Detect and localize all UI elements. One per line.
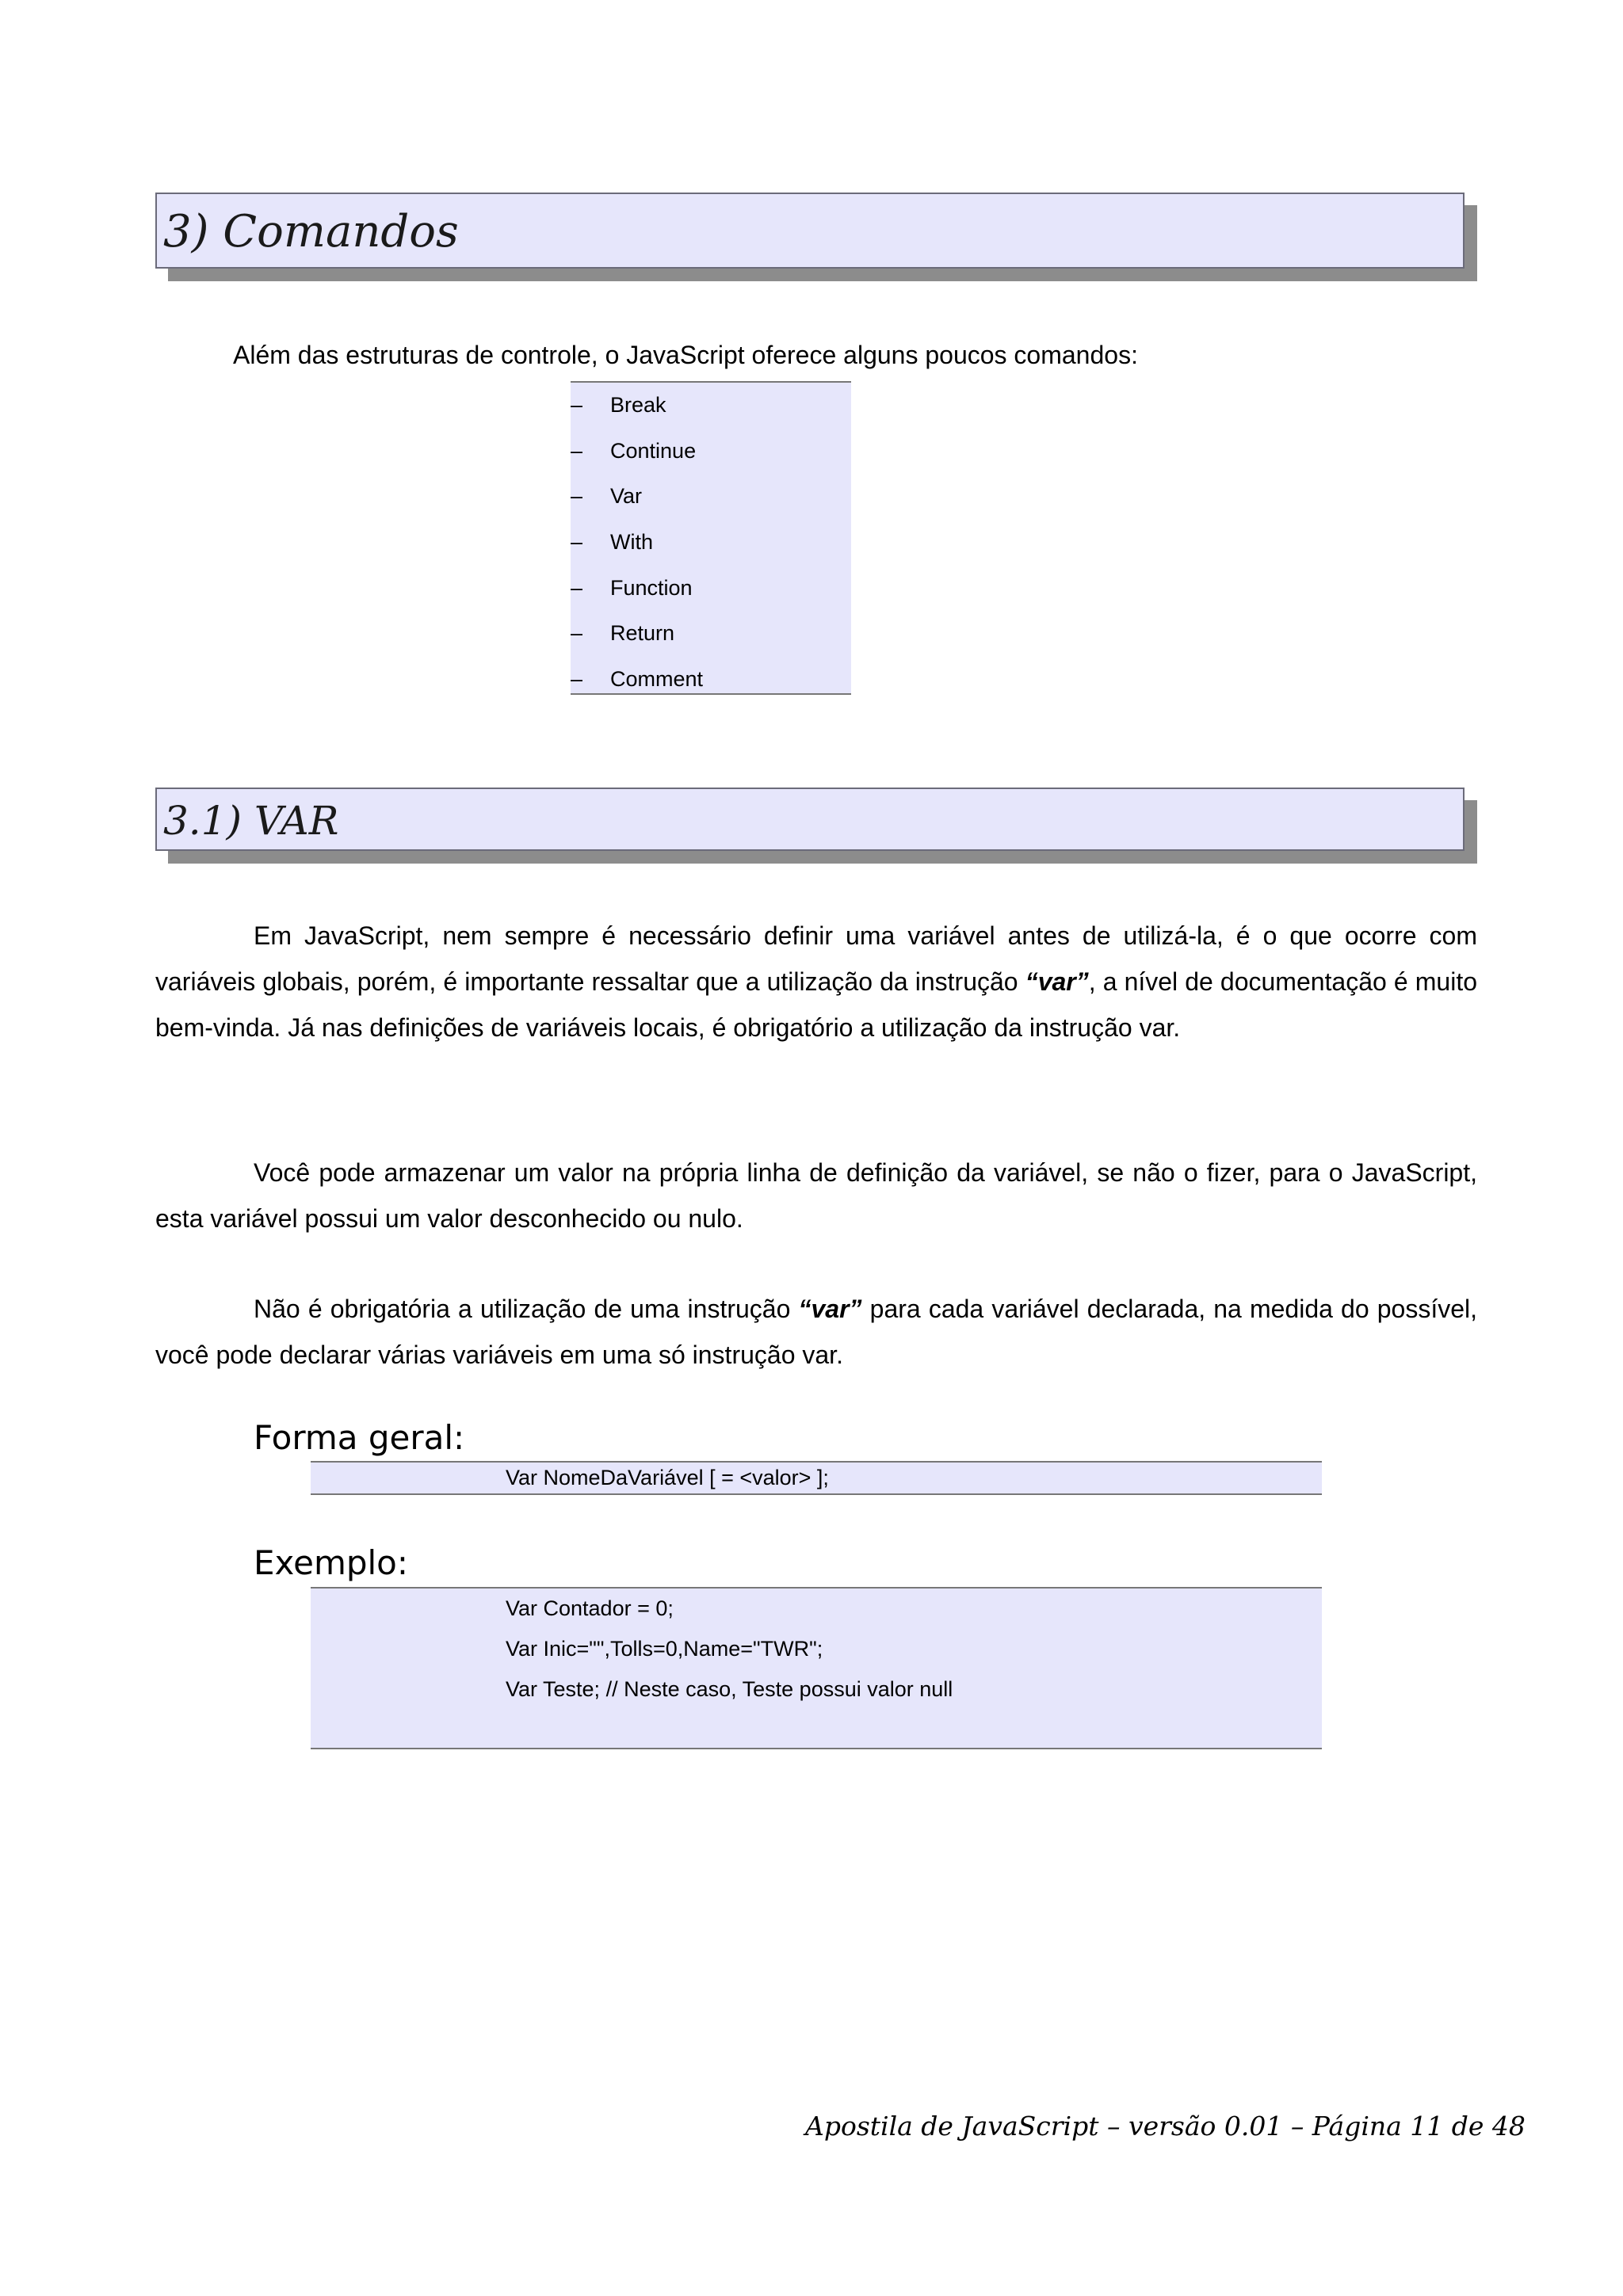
- list-item: [571, 657, 851, 703]
- exemplo-label: Exemplo:: [254, 1543, 409, 1582]
- list-item: [571, 520, 851, 566]
- dash-bullet: –: [571, 621, 583, 646]
- emphasis-var: “var”: [1025, 967, 1089, 996]
- command-label: Function: [610, 575, 693, 600]
- command-label: Break: [610, 393, 666, 418]
- code-line: Var Teste; // Neste caso, Teste possui valor null: [506, 1677, 953, 1701]
- emphasis-var: “var”: [798, 1295, 862, 1323]
- forma-geral-label: Forma geral:: [254, 1418, 465, 1457]
- command-label: With: [610, 530, 653, 555]
- paragraph-text: Não é obrigatória a utilização de uma instrução: [254, 1295, 799, 1323]
- paragraph-var-multiple: [155, 1286, 1477, 1378]
- dash-bullet: –: [571, 666, 583, 691]
- syntax-code-box: [311, 1461, 1322, 1495]
- dash-bullet: –: [571, 484, 583, 509]
- command-label: Return: [610, 621, 675, 646]
- paragraph-text: Em JavaScript, nem sempre é necessário definir uma variável antes de utilizá-la, é o que ocorre com variáveis globais, porém, é importante ressaltar que a utilização da instrução: [155, 921, 1477, 996]
- example-code-box: [311, 1587, 1322, 1749]
- page-footer: Apostila de JavaScript – versão 0.01 – Página 11 de 48: [805, 2111, 1526, 2142]
- paragraph-text: , a nível de documentação é muito bem-vinda. Já nas definições de variáveis locais, é obrigatório a utilização da instrução var.: [155, 967, 1478, 1042]
- list-item: [571, 474, 851, 520]
- paragraph-var-intro: [155, 913, 1477, 1051]
- code-line: Var Contador = 0;: [506, 1596, 674, 1620]
- intro-text: Além das estruturas de controle, o JavaScript oferece alguns poucos comandos:: [233, 341, 1138, 369]
- code-line: Var Inic="",Tolls=0,Name="TWR";: [506, 1637, 823, 1661]
- paragraph-var-value: Você pode armazenar um valor na própria linha de definição da variável, se não o fizer, para o JavaScript, esta variável possui um valor desconhecido ou nulo.: [155, 1158, 1477, 1233]
- section-heading-comandos: 3) Comandos: [155, 193, 1465, 269]
- dash-bullet: –: [571, 575, 583, 600]
- code-line: Var NomeDaVariável [ = <valor> ];: [506, 1466, 829, 1489]
- section-heading-var: 3.1) VAR: [155, 788, 1465, 851]
- commands-list: [571, 381, 851, 695]
- list-item: [571, 383, 851, 429]
- dash-bullet: –: [571, 438, 583, 463]
- list-item: [571, 429, 851, 475]
- command-label: Continue: [610, 438, 697, 463]
- command-label: Comment: [610, 666, 704, 691]
- paragraph-text: para cada variável declarada, na medida do possível, você pode declarar várias variáveis em uma só instrução var.: [155, 1295, 1478, 1369]
- list-item: [571, 565, 851, 611]
- command-label: Var: [610, 484, 643, 509]
- dash-bullet: –: [571, 393, 583, 418]
- list-item: [571, 611, 851, 657]
- dash-bullet: –: [571, 530, 583, 555]
